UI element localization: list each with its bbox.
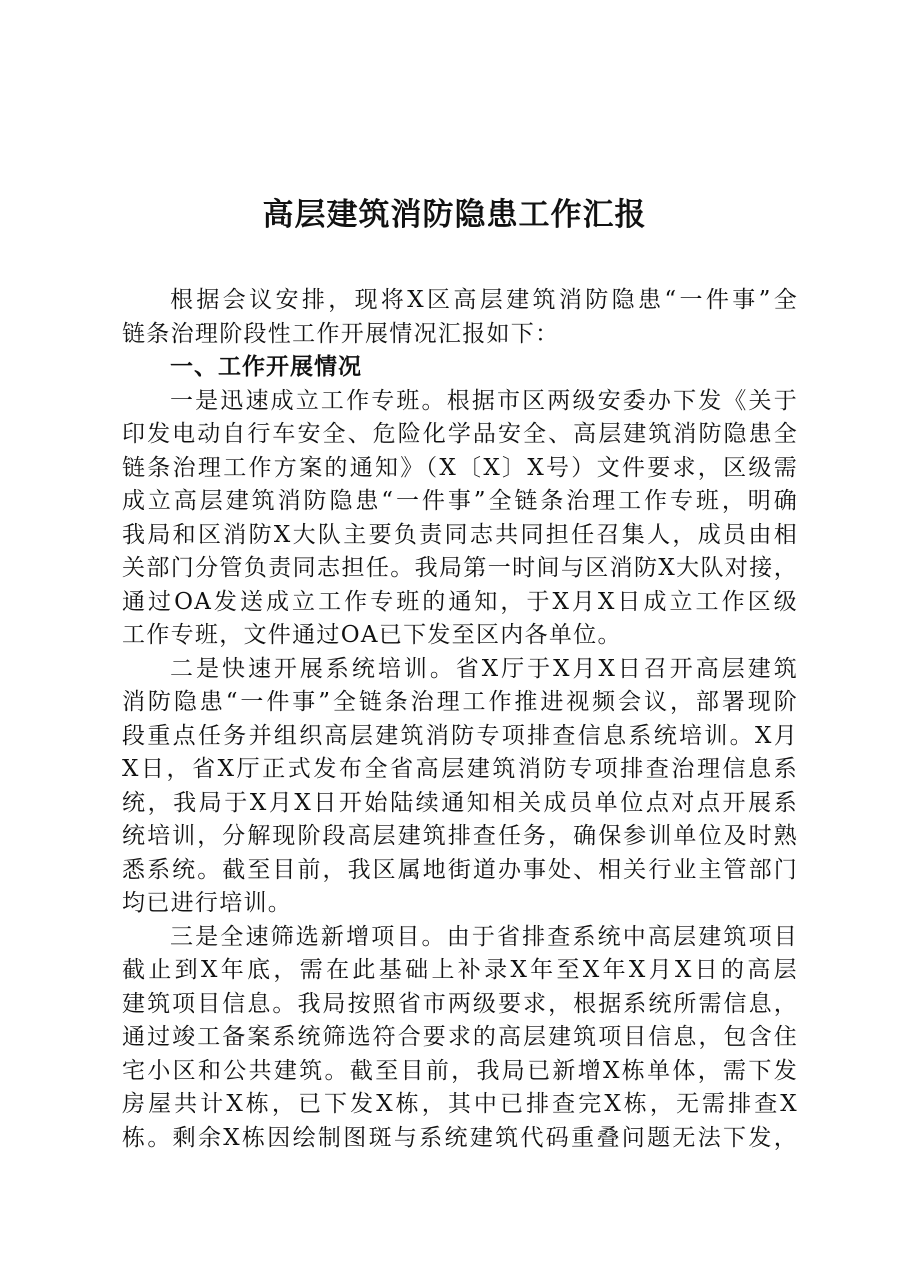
paragraph-line: 统培训，分解现阶段高层建筑排查任务，确保参训单位及时熟: [122, 823, 798, 849]
paragraph-line: 三是全速筛选新增项目。由于省排查系统中高层建筑项目: [170, 923, 798, 950]
paragraph-line: X日，省X厅正式发布全省高层建筑消防专项排查治理信息系: [122, 756, 798, 782]
paragraph-line: 根据会议安排，现将X区高层建筑消防隐患“一件事”全: [170, 287, 798, 313]
paragraph-line: 栋。剩余X栋因绘制图斑与系统建筑代码重叠问题无法下发，: [122, 1124, 798, 1151]
paragraph-line: 一是迅速成立工作专班。根据市区两级安委办下发《关于: [170, 387, 798, 414]
paragraph-line: 悉系统。截至目前，我区属地街道办事处、相关行业主管部门: [122, 856, 798, 883]
paragraph-line: 链条治理阶段性工作开展情况汇报如下：: [122, 320, 560, 347]
paragraph-line: 关部门分管负责同志担任。我局第一时间与区消防X大队对接，: [122, 555, 798, 581]
paragraph-line: 均已进行培训。: [122, 890, 293, 916]
section-heading: 一、工作开展情况: [170, 354, 362, 380]
paragraph-line: 宅小区和公共建筑。截至目前，我局已新增X栋单体，需下发: [122, 1057, 798, 1084]
paragraph-line: 通过OA发送成立工作专班的通知，于X月X日成立工作区级: [122, 588, 798, 615]
document-title: 高层建筑消防隐患工作汇报: [262, 197, 647, 233]
paragraph-line: 二是快速开展系统培训。省X厅于X月X日召开高层建筑: [170, 655, 798, 682]
paragraph-line: 我局和区消防X大队主要负责同志共同担任召集人，成员由相: [122, 521, 798, 548]
paragraph-line: 成立高层建筑消防隐患“一件事”全链条治理工作专班，明确: [122, 488, 798, 514]
paragraph-line: 段重点任务并组织高层建筑消防专项排查信息系统培训。X月: [122, 722, 798, 749]
paragraph-line: 印发电动自行车安全、危险化学品安全、高层建筑消防隐患全: [122, 421, 798, 447]
paragraph-line: 链条治理工作方案的通知》（X〔X〕X号）文件要求，区级需: [122, 454, 798, 481]
paragraph-line: 统，我局于X月X日开始陆续通知相关成员单位点对点开展系: [122, 789, 798, 816]
paragraph-line: 消防隐患“一件事”全链条治理工作推进视频会议，部署现阶: [122, 689, 798, 715]
paragraph-line: 工作专班，文件通过OA已下发至区内各单位。: [122, 622, 622, 648]
paragraph-line: 建筑项目信息。我局按照省市两级要求，根据系统所需信息，: [122, 990, 798, 1017]
paragraph-line: 房屋共计X栋，已下发X栋，其中已排查完X栋，无需排查X: [122, 1091, 798, 1117]
document-body: [122, 284, 798, 1155]
paragraph-line: 截止到X年底，需在此基础上补录X年至X年X月X日的高层: [122, 957, 798, 983]
paragraph-line: 通过竣工备案系统筛选符合要求的高层建筑项目信息，包含住: [122, 1024, 798, 1050]
